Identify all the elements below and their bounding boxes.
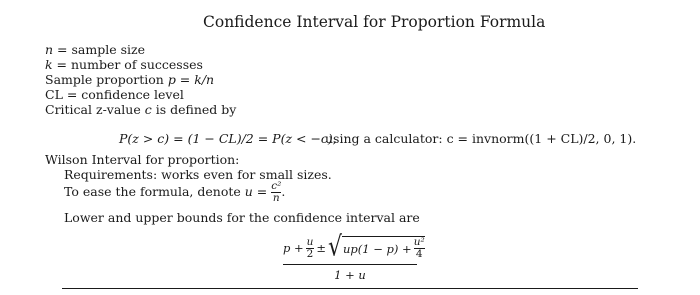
definition-k-text: = number of successes [52,57,203,72]
bottom-divider [62,288,638,289]
critical-value-formula: P(z > c) = (1 − CL)/2 = P(z < −c), [119,131,337,146]
u-over-2-denominator: 2 [306,247,314,260]
symbol-n: n [45,42,54,57]
bounds-text: Lower and upper bounds for the confidence interval are [64,210,420,225]
u-definition-lhs: u = [244,184,268,199]
sample-proportion-label: Sample proportion [45,72,168,87]
critical-z-label: Critical z-value [45,102,145,117]
u-definition-numerator: c² [271,180,282,192]
u-squared-numerator: u² [413,236,425,248]
definition-n-text: = sample size [53,42,145,57]
definition-n [45,42,145,57]
definition-k [45,57,203,72]
ease-text: To ease the formula, denote [64,184,241,199]
critical-z-tail: is defined by [151,102,237,117]
u-squared-over-4 [414,237,425,260]
ease-formula-line [64,181,285,204]
symbol-c: c [144,102,152,117]
u-squared-denominator: 4 [414,248,425,260]
plus-minus-sign: ± [316,241,326,255]
u-over-2-numerator: u [306,235,314,248]
wilson-interval-formula [283,233,423,282]
sqrt-sign: √ [327,231,343,263]
formula-p-plus: p + [283,241,304,255]
u-over-2-fraction [306,237,315,260]
formula-fraction-bar [283,264,417,265]
sample-proportion-formula: p = k/n [167,72,215,87]
radicand [342,236,425,260]
wilson-heading: Wilson Interval for proportion: [45,152,240,167]
u-definition-period: . [281,184,286,199]
symbol-k: k [45,57,53,72]
radicand-main: up(1 − p) + [343,241,412,256]
definition-sample-proportion [45,72,214,87]
calculator-note: using a calculator: c = invnorm((1 + CL)/2, 0, 1). [325,131,637,146]
u-definition-fraction [271,181,281,204]
u-definition-denominator: n [272,192,280,204]
formula-denominator: 1 + u [334,268,366,282]
formula-numerator [283,233,423,263]
definition-cl [45,87,184,102]
definition-critical-z [45,102,236,117]
page-title: Confidence Interval for Proportion Formula [203,13,546,31]
cl-text: CL = confidence level [45,87,184,102]
requirements-text: Requirements: works even for small sizes. [64,167,332,182]
